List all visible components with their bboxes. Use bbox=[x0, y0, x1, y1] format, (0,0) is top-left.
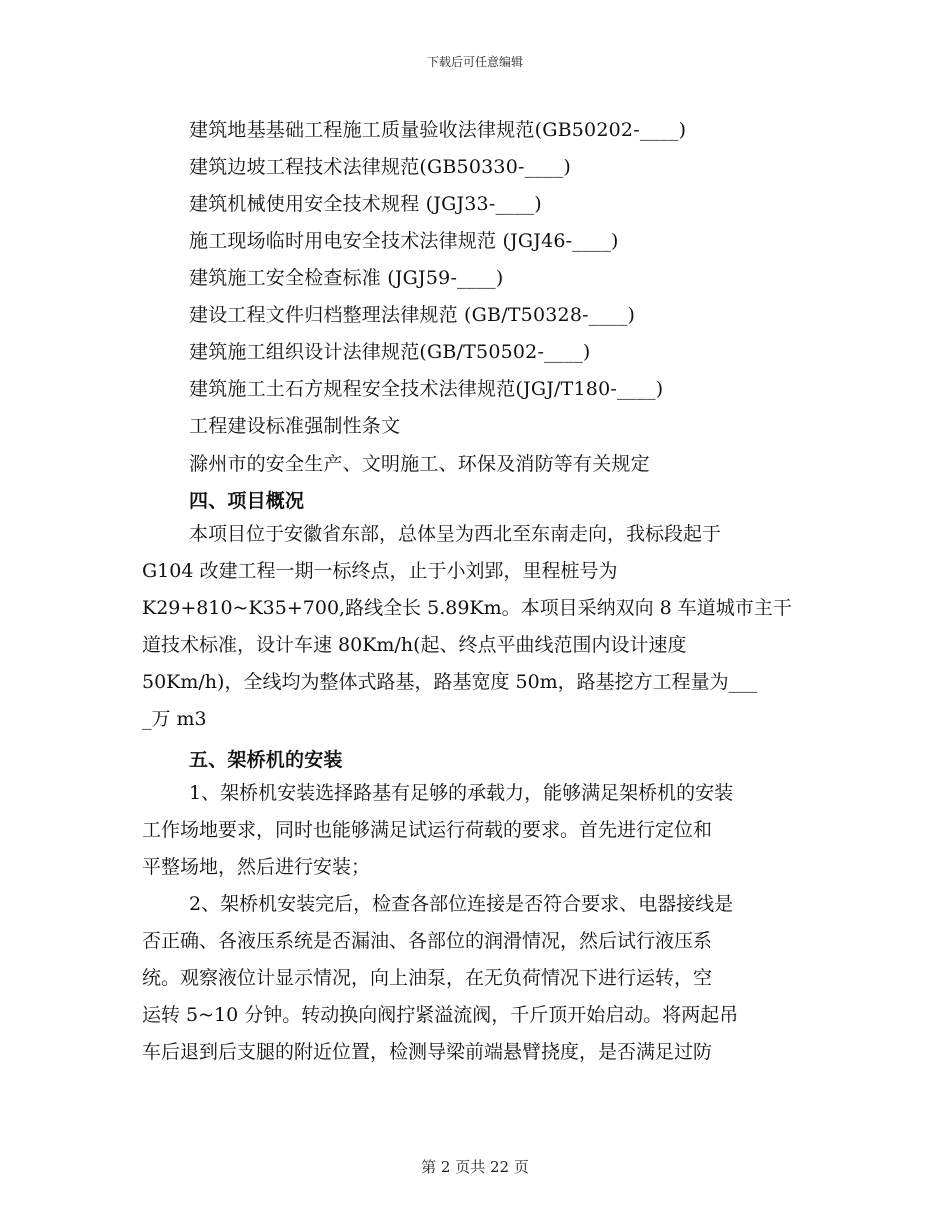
paragraph-line: 运转 5~10 分钟。转动换向阀拧紧溢流阀，千斤顶开始启动。将两起吊 bbox=[142, 1004, 739, 1026]
paragraph-line: 统。观察液位计显示情况，向上油泵，在无负荷情况下进行运转，空 bbox=[142, 967, 713, 989]
paragraph-line: G104 改建工程一期一标终点，止于小刘郢，里程桩号为 bbox=[142, 560, 618, 582]
standard-item: 建筑边坡工程技术法律规范(GB50330-____) bbox=[189, 156, 572, 178]
standard-item: 工程建设标准强制性条文 bbox=[189, 415, 401, 437]
page-number: 第 2 页共 22 页 bbox=[421, 1158, 529, 1176]
standard-item: 建筑地基基础工程施工质量验收法律规范(GB50202-____) bbox=[189, 119, 687, 141]
overview-paragraph bbox=[142, 516, 812, 738]
paragraph-line: 1、架桥机安装选择路基有足够的承载力，能够满足架桥机的安装 bbox=[189, 782, 734, 804]
paragraph-line: 否正确、各液压系统是否漏油、各部位的润滑情况，然后试行液压系 bbox=[142, 930, 713, 952]
paragraph-line: 平整场地，然后进行安装； bbox=[142, 856, 371, 878]
paragraph-line: 车后退到后支腿的附近位置，检测导梁前端悬臂挠度，是否满足过防 bbox=[142, 1041, 713, 1063]
installation-item-1 bbox=[142, 775, 812, 886]
standard-item: 建设工程文件归档整理法律规范 (GB/T50328-____) bbox=[189, 304, 636, 326]
paragraph-line: _万 m3 bbox=[142, 708, 207, 730]
paragraph-line: 道技术标准，设计车速 80Km/h(起、终点平曲线范围内设计速度 bbox=[142, 634, 687, 656]
standard-item: 建筑机械使用安全技术规程 (JGJ33-____) bbox=[189, 193, 542, 215]
standard-item: 滁州市的安全生产、文明施工、环保及消防等有关规定 bbox=[189, 453, 650, 475]
standard-item: 建筑施工土石方规程安全技术法律规范(JGJ/T180-____) bbox=[189, 378, 664, 400]
header-note: 下载后可任意编辑 bbox=[426, 55, 523, 69]
paragraph-line: 本项目位于安徽省东部，总体呈为西北至东南走向，我标段起于 bbox=[189, 523, 722, 545]
paragraph-line: 50Km/h)，全线均为整体式路基，路基宽度 50m，路基挖方工程量为___ bbox=[142, 671, 758, 693]
standard-item: 施工现场临时用电安全技术法律规范 (JGJ46-____) bbox=[189, 230, 619, 252]
paragraph-line: 工作场地要求，同时也能够满足试运行荷载的要求。首先进行定位和 bbox=[142, 819, 713, 841]
installation-item-2 bbox=[142, 886, 812, 1071]
standard-item: 建筑施工组织设计法律规范(GB/T50502-____) bbox=[189, 341, 591, 363]
standard-item: 建筑施工安全检查标准 (JGJ59-____) bbox=[189, 267, 504, 289]
section-heading-overview: 四、项目概况 bbox=[189, 490, 305, 512]
section-heading-installation: 五、架桥机的安装 bbox=[189, 749, 343, 771]
paragraph-line: 2、架桥机安装完后，检查各部位连接是否符合要求、电器接线是 bbox=[189, 893, 734, 915]
paragraph-line: K29+810~K35+700,路线全长 5.89Km。本项目采纳双向 8 车道城市主干 bbox=[142, 597, 792, 619]
